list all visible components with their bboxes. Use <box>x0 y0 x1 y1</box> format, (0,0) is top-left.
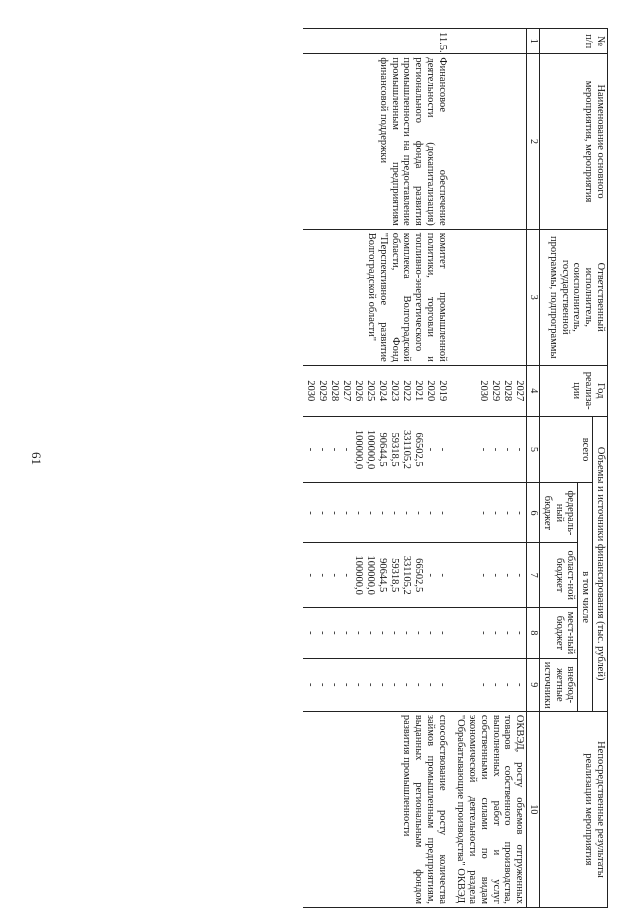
header-year: Год реализа-ции <box>540 365 608 416</box>
funding-table <box>303 28 608 908</box>
cell-value: 2024 <box>376 380 388 402</box>
cell-value: - <box>316 447 328 452</box>
cell-value: - <box>490 573 502 577</box>
cell-value: 100000,0 <box>352 429 364 470</box>
row-years <box>303 365 449 416</box>
cell-value: - <box>502 683 514 687</box>
cell-value: 2020 <box>424 380 436 402</box>
col-number: 6 <box>527 483 540 543</box>
cell-value: - <box>376 631 388 635</box>
cell-value: - <box>376 683 388 687</box>
row-total <box>303 416 449 483</box>
cell-value: - <box>352 511 364 515</box>
cell-value: 100000,0 <box>364 555 376 595</box>
cell-value: 2025 <box>364 380 376 402</box>
cell-value: 331105,2 <box>400 430 412 469</box>
col-number: 8 <box>527 608 540 659</box>
cell-value: - <box>328 573 340 577</box>
cell-value: - <box>424 573 436 577</box>
cell-value: - <box>478 511 490 515</box>
header-executor: Ответственный исполнитель, соисполнитель, государственной программы, подпрограммы <box>540 229 608 365</box>
row-number <box>449 29 527 54</box>
cell-value: - <box>352 631 364 635</box>
cell-value: 100000,0 <box>352 555 364 595</box>
cell-value: - <box>400 511 412 515</box>
cell-value: - <box>340 511 352 515</box>
cell-value: - <box>436 511 448 515</box>
row-local <box>449 608 527 659</box>
cell-value: - <box>436 631 448 635</box>
cell-value: 2021 <box>412 380 424 402</box>
cell-value: - <box>490 511 502 515</box>
row-years <box>449 365 527 416</box>
cell-value: - <box>304 683 316 687</box>
cell-value: - <box>424 683 436 687</box>
cell-value: - <box>316 683 328 687</box>
header-including: в том числе <box>578 483 593 711</box>
cell-value: - <box>388 511 400 515</box>
row-result: способствование росту количества займов промышленным предприятиям, выданных региональным фондом развития промышленности <box>303 711 449 907</box>
col-number: 3 <box>527 229 540 365</box>
cell-value: - <box>340 447 352 452</box>
cell-value: - <box>514 683 526 687</box>
cell-value: 2019 <box>436 380 448 402</box>
col-number: 9 <box>527 658 540 711</box>
cell-value: 59318,5 <box>388 558 400 593</box>
table-row <box>303 29 449 908</box>
col-number: 4 <box>527 365 540 416</box>
cell-value: - <box>514 447 526 452</box>
cell-value: - <box>502 631 514 635</box>
col-number: 2 <box>527 54 540 229</box>
cell-value: 100000,0 <box>364 429 376 470</box>
cell-value: - <box>340 573 352 577</box>
cell-value: - <box>340 683 352 687</box>
cell-value: - <box>478 447 490 452</box>
header-total: всего <box>540 416 593 483</box>
cell-value: - <box>514 573 526 577</box>
cell-value: - <box>328 631 340 635</box>
cell-value: - <box>364 631 376 635</box>
cell-value: 2029 <box>316 380 328 402</box>
cell-value: 331105,2 <box>400 555 412 595</box>
cell-value: 90644,5 <box>376 432 388 467</box>
row-federal <box>449 483 527 543</box>
cell-value: 2029 <box>490 380 502 402</box>
header-name: Наименование основного мероприятия, мероприятия <box>540 54 608 229</box>
cell-value: - <box>478 631 490 635</box>
table-row <box>449 29 527 908</box>
cell-value: - <box>424 447 436 452</box>
cell-value: - <box>328 683 340 687</box>
cell-value: - <box>412 631 424 635</box>
rotated-page <box>30 28 608 908</box>
cell-value: - <box>364 683 376 687</box>
cell-value: 2027 <box>340 380 352 402</box>
col-number: 10 <box>527 711 540 907</box>
cell-value: 2028 <box>328 380 340 402</box>
cell-value: - <box>352 683 364 687</box>
cell-value: 2028 <box>502 380 514 402</box>
row-name: Финансовое обеспечение деятельности (докапитализация) регионального фонда развития промышленности на предоставление промышленным предприятиям финансовой поддержки <box>303 54 449 229</box>
cell-value: 66502,5 <box>412 558 424 593</box>
cell-value: - <box>328 511 340 515</box>
cell-value: - <box>424 631 436 635</box>
row-federal <box>303 483 449 543</box>
cell-value: - <box>400 683 412 687</box>
column-numbers-row <box>527 29 540 908</box>
cell-value: - <box>340 631 352 635</box>
cell-value: 59318,5 <box>388 432 400 467</box>
header-federal: федераль-ный бюджет <box>540 483 578 543</box>
row-executor <box>449 229 527 365</box>
cell-value: 90644,5 <box>376 558 388 593</box>
cell-value: - <box>412 683 424 687</box>
header-regional: област-ной бюджет <box>540 543 578 608</box>
header-offbudget: внебюд-жетные источники <box>540 658 578 711</box>
row-number: 11.5. <box>303 29 449 54</box>
cell-value: - <box>328 447 340 452</box>
cell-value: - <box>490 683 502 687</box>
col-number: 1 <box>527 29 540 54</box>
row-offbudget <box>449 658 527 711</box>
cell-value: - <box>502 573 514 577</box>
cell-value: - <box>490 631 502 635</box>
cell-value: 2027 <box>514 380 526 402</box>
header-local: мест-ный бюджет <box>540 608 578 659</box>
cell-value: - <box>304 631 316 635</box>
cell-value: - <box>502 511 514 515</box>
header-num: № п/п <box>540 29 608 54</box>
cell-value: - <box>412 511 424 515</box>
cell-value: - <box>376 511 388 515</box>
cell-value: - <box>436 447 448 452</box>
cell-value: - <box>388 683 400 687</box>
cell-value: - <box>490 447 502 452</box>
cell-value: 2023 <box>388 380 400 402</box>
cell-value: - <box>364 511 376 515</box>
cell-value: - <box>304 573 316 577</box>
cell-value: 2030 <box>304 380 316 402</box>
row-executor: комитет промышленной политики, торговли и топливно-энергетического комплекса Волгоградской области, Фонд "Перспективное развитие Волгоградской области" <box>303 229 449 365</box>
cell-value: - <box>436 683 448 687</box>
row-regional <box>303 543 449 608</box>
cell-value: 2022 <box>400 380 412 402</box>
row-regional <box>449 543 527 608</box>
header-funding: Объемы и источники финансирования (тыс. рублей) <box>593 416 608 711</box>
col-number: 5 <box>527 416 540 483</box>
cell-value: - <box>478 683 490 687</box>
cell-value: - <box>316 573 328 577</box>
cell-value: - <box>514 631 526 635</box>
cell-value: - <box>436 573 448 577</box>
page-number: 61 <box>29 452 44 465</box>
row-local <box>303 608 449 659</box>
cell-value: - <box>316 511 328 515</box>
row-total <box>449 416 527 483</box>
cell-value: 2030 <box>478 380 490 402</box>
col-number: 7 <box>527 543 540 608</box>
cell-value: 66502,5 <box>412 432 424 467</box>
row-result: ОКВЭД, росту объемов отгруженных товаров собственного производства, выполненных работ и услуг собственными силами по видам экономической деятельности раздела "Обрабатывающие производства" ОКВЭД <box>449 711 527 907</box>
cell-value: - <box>304 447 316 452</box>
cell-value: - <box>316 631 328 635</box>
cell-value: - <box>400 631 412 635</box>
row-name <box>449 54 527 229</box>
cell-value: 2026 <box>352 380 364 402</box>
row-offbudget <box>303 658 449 711</box>
cell-value: - <box>502 447 514 452</box>
header-results: Непосредственные результаты реализации мероприятия <box>540 711 608 907</box>
cell-value: - <box>304 511 316 515</box>
cell-value: - <box>514 511 526 515</box>
cell-value: - <box>424 511 436 515</box>
cell-value: - <box>478 573 490 577</box>
cell-value: - <box>388 631 400 635</box>
